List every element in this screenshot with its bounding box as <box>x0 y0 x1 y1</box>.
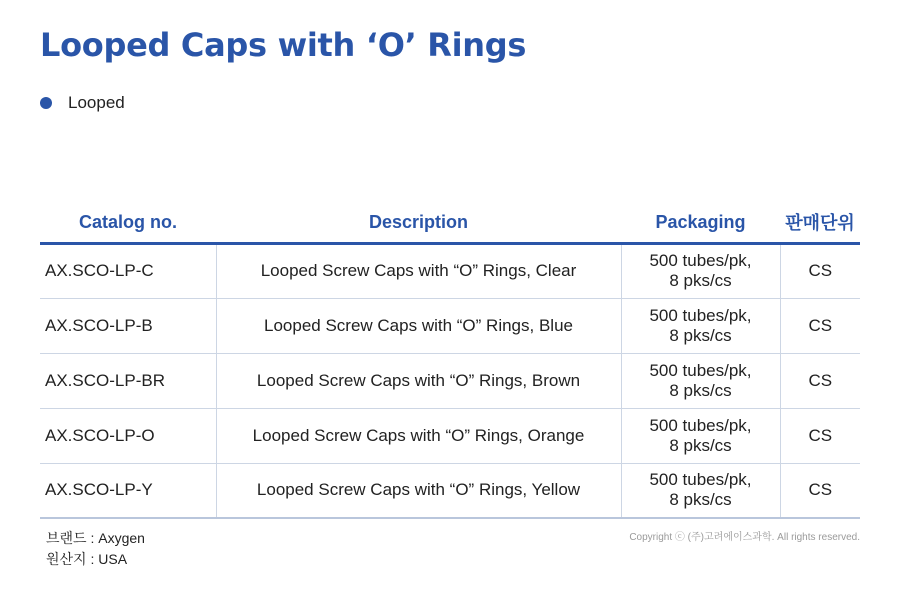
description-cell: Looped Screw Caps with “O” Rings, Blue <box>216 298 621 353</box>
table-row <box>40 243 860 298</box>
unit-cell: CS <box>780 353 860 408</box>
packaging-cell <box>621 353 780 408</box>
packaging-cell <box>621 408 780 463</box>
table-row <box>40 463 860 518</box>
copyright-text: Copyright ⓒ (주)고려에이스과학. All rights reserved. <box>629 532 860 543</box>
description-cell: Looped Screw Caps with “O” Rings, Clear <box>216 243 621 298</box>
description-cell: Looped Screw Caps with “O” Rings, Yellow <box>216 463 621 518</box>
catalog-cell: AX.SCO-LP-BR <box>40 353 216 408</box>
header-unit: 판매단위 <box>780 203 860 243</box>
category-label: Looped <box>68 93 125 112</box>
packaging-line-1: 500 tubes/pk, <box>649 251 752 270</box>
packaging-line-2: 8 pks/cs <box>669 325 732 345</box>
unit-cell: CS <box>780 463 860 518</box>
unit-cell: CS <box>780 298 860 353</box>
table-row <box>40 353 860 408</box>
bullet-dot-icon <box>40 97 52 109</box>
origin-text: 원산지 : USA <box>46 551 128 567</box>
header-packaging: Packaging <box>621 203 780 243</box>
packaging-cell <box>621 298 780 353</box>
packaging-line-2: 8 pks/cs <box>669 271 732 290</box>
description-cell: Looped Screw Caps with “O” Rings, Orange <box>216 408 621 463</box>
packaging-line-1: 500 tubes/pk, <box>649 470 752 490</box>
packaging-line-2: 8 pks/cs <box>669 435 732 455</box>
product-table <box>40 203 860 519</box>
packaging-line-1: 500 tubes/pk, <box>649 415 752 435</box>
catalog-cell: AX.SCO-LP-Y <box>40 463 216 518</box>
packaging-line-1: 500 tubes/pk, <box>649 305 752 325</box>
page-title: Looped Caps with ‘O’ Rings <box>40 26 527 64</box>
packaging-line-1: 500 tubes/pk, <box>649 360 752 380</box>
brand-text: 브랜드 : Axygen <box>46 530 145 546</box>
catalog-cell: AX.SCO-LP-O <box>40 408 216 463</box>
unit-cell: CS <box>780 243 860 298</box>
packaging-line-2: 8 pks/cs <box>669 380 732 400</box>
catalog-cell: AX.SCO-LP-C <box>40 243 216 298</box>
packaging-cell <box>621 243 780 298</box>
unit-cell: CS <box>780 408 860 463</box>
header-catalog: Catalog no. <box>40 203 216 243</box>
category-bullet <box>40 93 125 113</box>
catalog-cell: AX.SCO-LP-B <box>40 298 216 353</box>
table-row <box>40 298 860 353</box>
table-header-row <box>40 203 860 243</box>
packaging-cell <box>621 463 780 518</box>
packaging-line-2: 8 pks/cs <box>669 490 732 510</box>
description-cell: Looped Screw Caps with “O” Rings, Brown <box>216 353 621 408</box>
product-origin-info <box>46 528 145 570</box>
table-row <box>40 408 860 463</box>
header-description: Description <box>216 203 621 243</box>
